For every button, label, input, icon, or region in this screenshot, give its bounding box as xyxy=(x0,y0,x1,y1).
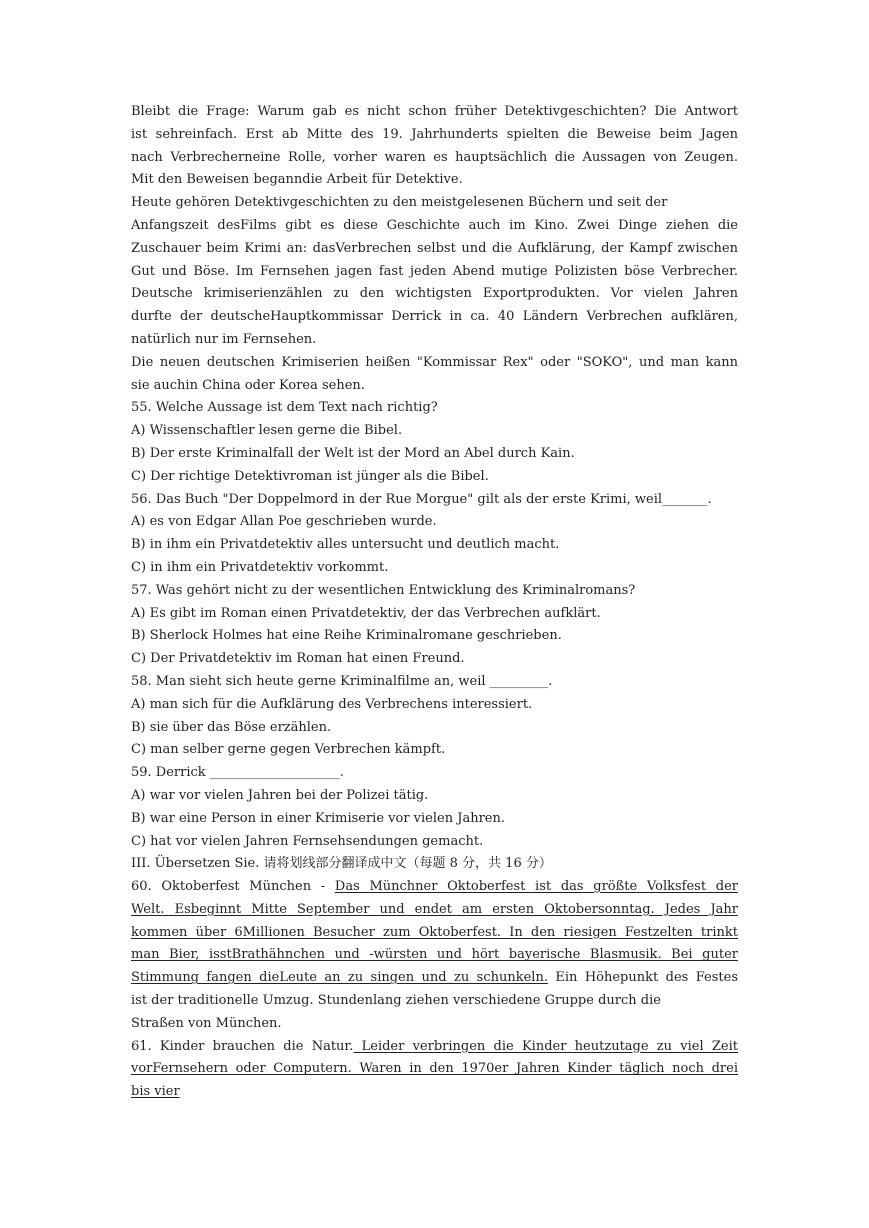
q60-underlined-text: Stimmung fangen dieLeute an zu singen und zu schunkeln. xyxy=(131,970,548,986)
document-page xyxy=(131,101,738,1104)
q60-plain-text: Ein Höhepunkt des Festes xyxy=(547,970,738,986)
q61-underlined-text: Leider verbringen die Kinder heutzutage zu viel Zeit xyxy=(353,1038,738,1054)
text-line: Deutsche krimiserienzählen zu den wichtigsten Exportprodukten. Vor vielen Jahren xyxy=(131,286,738,302)
text-line: B) sie über das Böse erzählen. xyxy=(131,719,332,735)
text-line: Mit den Beweisen beganndie Arbeit für Detektive. xyxy=(131,172,463,188)
text-line: 57. Was gehört nicht zu der wesentlichen Entwicklung des Kriminalromans? xyxy=(131,582,636,598)
text-line: C) Der Privatdetektiv im Roman hat einen Freund. xyxy=(131,651,465,667)
q61-line-1 xyxy=(131,1036,738,1059)
text-line: B) war eine Person in einer Krimiserie vor vielen Jahren. xyxy=(131,810,505,826)
text-line: C) Der richtige Detektivroman ist jünger als die Bibel. xyxy=(131,468,489,484)
text-line: Gut und Böse. Im Fernsehen jagen fast jeden Abend mutige Polizisten böse Verbrecher. xyxy=(131,263,738,279)
text-line: B) Sherlock Holmes hat eine Reihe Kriminalromane geschrieben. xyxy=(131,628,562,644)
text-line: C) man selber gerne gegen Verbrechen kämpft. xyxy=(131,742,446,758)
q60-line-1 xyxy=(131,876,738,899)
q61-line-2 xyxy=(131,1058,738,1081)
text-line: Bleibt die Frage: Warum gab es nicht schon früher Detektivgeschichten? Die Antwort xyxy=(131,104,738,119)
text-line: ist sehreinfach. Erst ab Mitte des 19. Jahrhunderts spielten die Beweise beim Jagen xyxy=(131,126,738,142)
q61-line-3 xyxy=(131,1081,738,1104)
text-line: durfte der deutscheHauptkommissar Derrick in ca. 40 Ländern Verbrechen aufklären, xyxy=(131,309,738,325)
text-line: A) es von Edgar Allan Poe geschrieben wurde. xyxy=(131,514,437,530)
q60-underlined-text: Welt. Esbeginnt Mitte September und endet am ersten Oktobersonntag. Jedes Jahr xyxy=(131,901,738,917)
text-line: A) Es gibt im Roman einen Privatdetektiv, der das Verbrechen aufklärt. xyxy=(131,605,601,621)
text-line: B) Der erste Kriminalfall der Welt ist der Mord an Abel durch Kain. xyxy=(131,445,575,461)
q61-intro: 61. Kinder brauchen die Natur. xyxy=(131,1038,354,1054)
q60-underlined-text: kommen über 6Millionen Besucher zum Oktoberfest. In den riesigen Festzelten trinkt xyxy=(131,924,738,940)
text-line: III. Übersetzen Sie. 请将划线部分翻译成中文（每题 8 分，共 16 分） xyxy=(131,856,552,872)
text-line: 56. Das Buch "Der Doppelmord in der Rue Morgue" gilt als der erste Krimi, weil_______. xyxy=(131,491,712,507)
q60-line-7: Straßen von München. xyxy=(131,1015,282,1031)
text-line: 55. Welche Aussage ist dem Text nach richtig? xyxy=(131,400,438,416)
text-line: Anfangszeit desFilms gibt es diese Geschichte auch im Kino. Zwei Dinge ziehen die xyxy=(131,217,738,233)
q60-line-4 xyxy=(131,944,738,967)
q60-line-5 xyxy=(131,967,738,990)
text-line: C) hat vor vielen Jahren Fernsehsendungen gemacht. xyxy=(131,833,484,849)
text-line: A) Wissenschaftler lesen gerne die Bibel. xyxy=(131,423,403,439)
text-line: natürlich nur im Fernsehen. xyxy=(131,331,317,347)
text-line: Heute gehören Detektivgeschichten zu den meistgelesenen Büchern und seit der xyxy=(131,195,668,211)
text-line: 59. Derrick ____________________. xyxy=(131,765,344,781)
text-line: C) in ihm ein Privatdetektiv vorkommt. xyxy=(131,559,389,575)
q61-underlined-text: vorFernsehern oder Computern. Waren in den 1970er Jahren Kinder täglich noch drei xyxy=(131,1061,738,1077)
question-60 xyxy=(131,876,738,1036)
text-line: sie auchin China oder Korea sehen. xyxy=(131,377,365,393)
text-line: A) war vor vielen Jahren bei der Polizei tätig. xyxy=(131,787,429,803)
q60-line-6: ist der traditionelle Umzug. Stundenlang ziehen verschiedene Gruppe durch die xyxy=(131,993,661,1009)
text-line: Zuschauer beim Krimi an: dasVerbrechen selbst und die Aufklärung, der Kampf zwischen xyxy=(131,240,738,256)
q61-underlined-text: bis vier xyxy=(131,1084,180,1100)
text-line: B) in ihm ein Privatdetektiv alles untersucht und deutlich macht. xyxy=(131,537,560,553)
q60-underlined-text: man Bier, isstBrathähnchen und -würsten und hört bayerische Blasmusik. Bei guter xyxy=(131,947,738,963)
q60-line-3 xyxy=(131,922,738,945)
text-line: A) man sich für die Aufklärung des Verbrechens interessiert. xyxy=(131,696,533,712)
question-61 xyxy=(131,1036,738,1104)
q60-line-2 xyxy=(131,899,738,922)
text-line: Die neuen deutschen Krimiserien heißen "Kommissar Rex" oder "SOKO", und man kann xyxy=(131,354,738,370)
reading-text xyxy=(131,101,738,876)
q60-intro: 60. Oktoberfest München - xyxy=(131,879,335,895)
q60-underlined-text: Das Münchner Oktoberfest ist das größte Volksfest der xyxy=(334,879,738,895)
text-line: nach Verbrecherneine Rolle, vorher waren es hauptsächlich die Aussagen von Zeugen. xyxy=(131,149,738,165)
text-line: 58. Man sieht sich heute gerne Kriminalfilme an, weil _________. xyxy=(131,673,553,689)
